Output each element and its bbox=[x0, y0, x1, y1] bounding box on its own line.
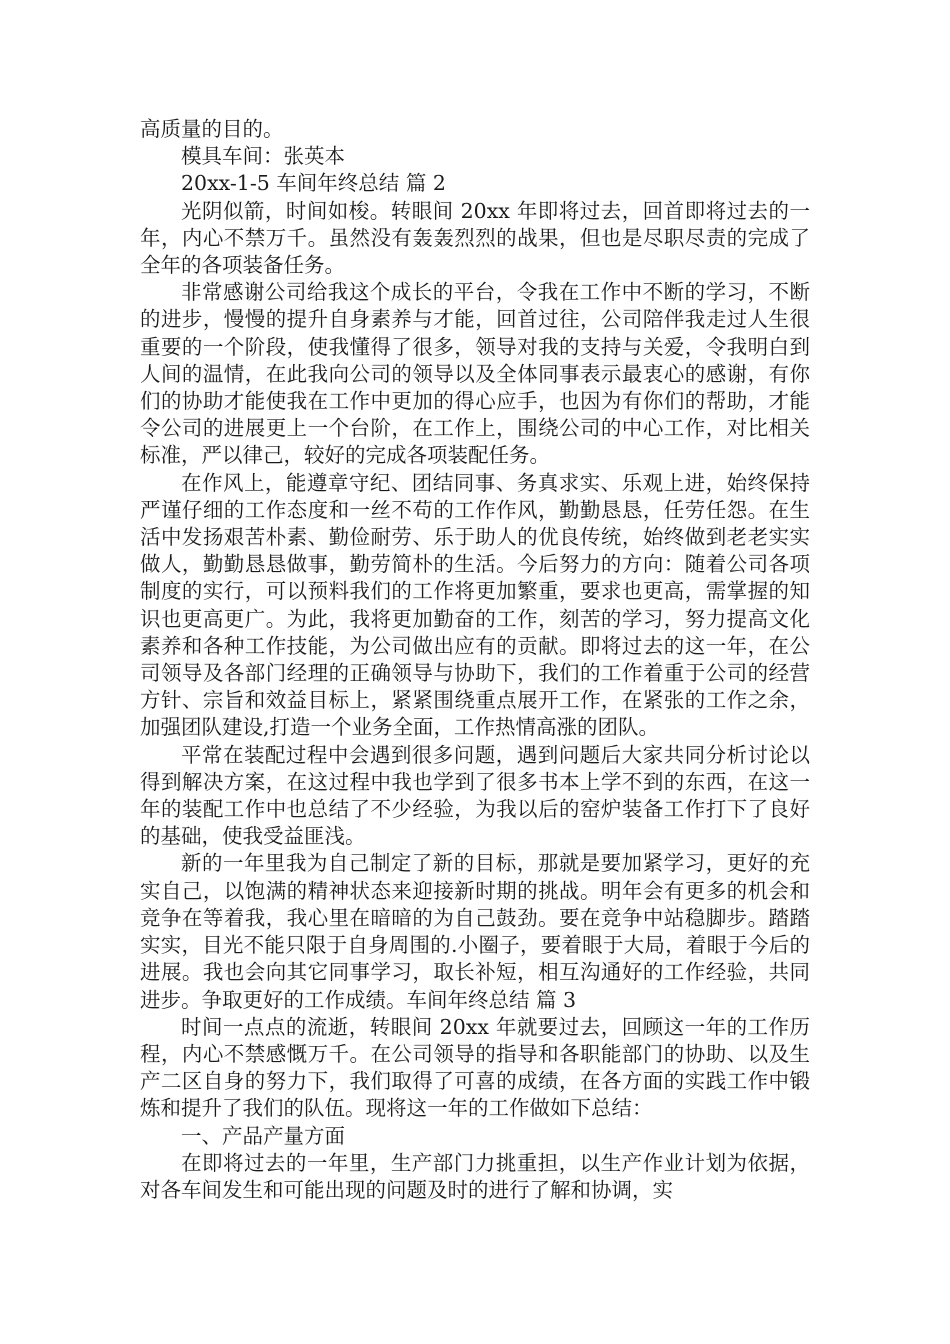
paragraph: 非常感谢公司给我这个成长的平台，令我在工作中不断的学习，不断的进步，慢慢的提升自身素养与才能，回首过往，公司陪伴我走过人生很重要的一个阶段，使我懂得了很多，领导对我的支持与关爱，令我明白到人间的温情，在此我向公司的领导以及全体同事表示最衷心的感谢，有你们的协助才能使我在工作中更加的得心应手，也因为有你们的帮助，才能令公司的进展更上一个台阶，在工作上，围绕公司的中心工作，对比相关标准，严以律己，较好的完成各项装配任务。 bbox=[140, 280, 810, 468]
signature-line: 模具车间：张英本 bbox=[181, 144, 345, 169]
paragraph: 时间一点点的流逝，转眼间 20xx 年就要过去，回顾这一年的工作历程，内心不禁感慨万千。在公司领导的指导和各职能部门的协助、以及生产二区自身的努力下，我们取得了可喜的成绩，在各方面的实践工作中锻炼和提升了我们的队伍。现将这一年的工作做如下总结： bbox=[140, 1014, 810, 1121]
document-page bbox=[140, 116, 810, 1204]
paragraph: 在即将过去的一年里，生产部门力挑重担，以生产作业计划为依据，对各车间发生和可能出现的问题及时的进行了解和协调，实 bbox=[140, 1150, 810, 1202]
paragraph: 光阴似箭，时间如梭。转眼间 20xx 年即将过去，回首即将过去的一年，内心不禁万千。虽然没有轰轰烈烈的战果，但也是尽职尽责的完成了全年的各项装备任务。 bbox=[140, 198, 810, 278]
paragraph: 新的一年里我为自己制定了新的目标，那就是要加紧学习，更好的充实自己，以饱满的精神状态来迎接新时期的挑战。明年会有更多的机会和竞争在等着我，我心里在暗暗的为自己鼓劲。要在竞争中站稳脚步。踏踏实实，目光不能只限于自身周围的.小圈子，要着眼于大局，着眼于今后的进展。我也会向其它同事学习，取长补短，相互沟通好的工作经验，共同进步。争取更好的工作成绩。车间年终总结 篇 3 bbox=[140, 851, 810, 1012]
paragraph: 在作风上，能遵章守纪、团结同事、务真求实、乐观上进，始终保持严谨仔细的工作态度和一丝不苟的工作作风，勤勤恳恳，任劳任怨。在生活中发扬艰苦朴素、勤俭耐劳、乐于助人的优良传统，始终做到老老实实做人，勤勤恳恳做事，勤劳简朴的生活。今后努力的方向：随着公司各项制度的实行，可以预料我们的工作将更加繁重，要求也更高，需掌握的知识也更高更广。为此，我将更加勤奋的工作，刻苦的学习，努力提高文化素养和各种工作技能，为公司做出应有的贡献。即将过去的这一年，在公司领导及各部门经理的正确领导与协助下，我们的工作着重于公司的经营方针、宗旨和效益目标上，紧紧围绕重点展开工作，在紧张的工作之余，加强团队建设,打造一个业务全面，工作热情高涨的团队。 bbox=[140, 470, 810, 740]
section-heading: 20xx-1-5 车间年终总结 篇 2 bbox=[181, 171, 446, 196]
paragraph: 平常在装配过程中会遇到很多问题，遇到问题后大家共同分析讨论以得到解决方案，在这过程中我也学到了很多书本上学不到的东西，在这一年的装配工作中也总结了不少经验，为我以后的窑炉装备工作打下了良好的基础，使我受益匪浅。 bbox=[140, 742, 810, 849]
paragraph-continuation: 高质量的目的。 bbox=[140, 117, 284, 141]
subsection-heading: 一、产品产量方面 bbox=[181, 1123, 345, 1148]
